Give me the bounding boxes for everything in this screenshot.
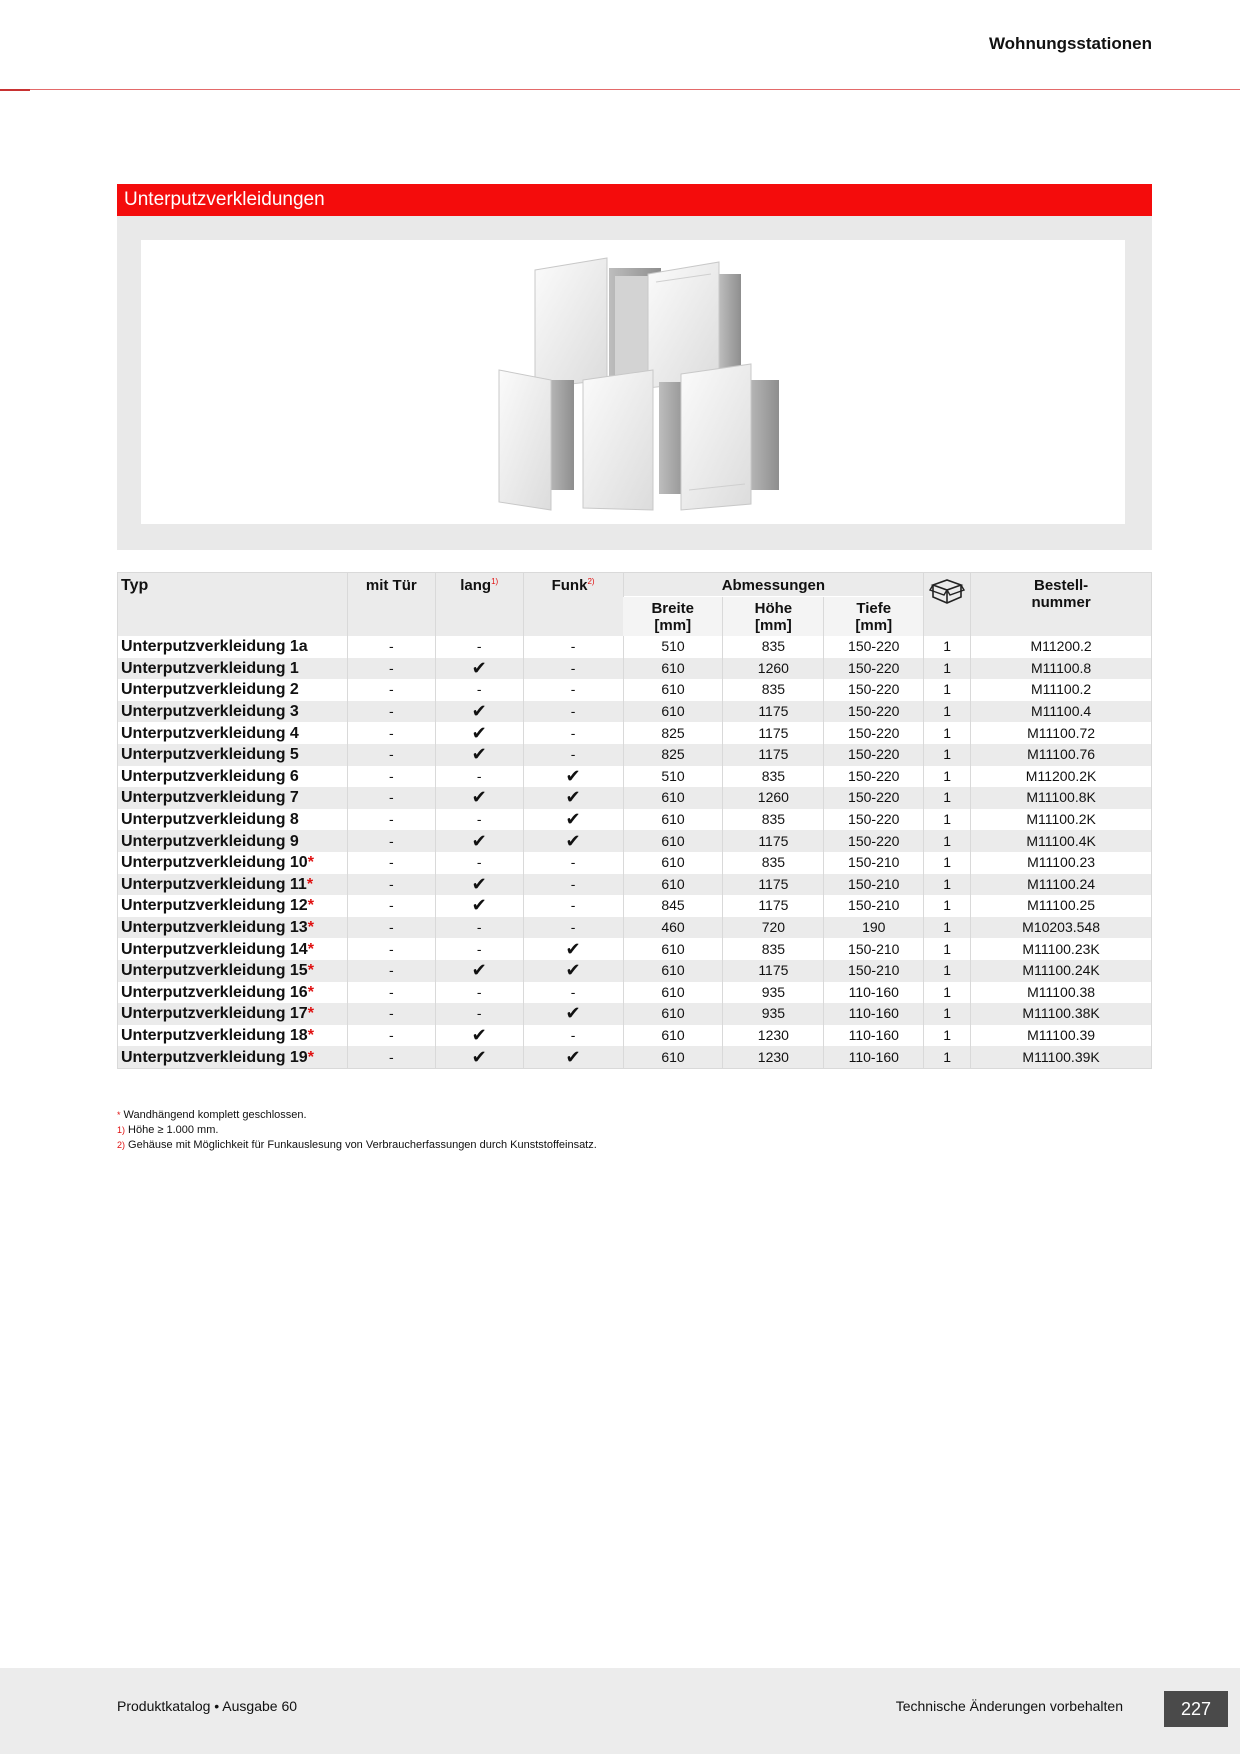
row-star-mark: * [307, 962, 314, 980]
row-star-mark: * [307, 983, 314, 1001]
cell-breite: 460 [623, 917, 723, 939]
cell-mit-tuer: - [347, 658, 435, 680]
cell-hoehe: 1175 [723, 874, 824, 896]
table-row [118, 874, 1152, 896]
row-name-text: Unterputzverkleidung 1 [121, 659, 299, 677]
cell-hoehe: 1230 [723, 1046, 824, 1068]
footnote-mark: * [117, 1110, 121, 1120]
row-name-text: Unterputzverkleidung 19 [121, 1048, 308, 1066]
header-rule [0, 89, 1240, 90]
row-name-text: Unterputzverkleidung 10 [121, 854, 308, 872]
cell-nummer: M11100.25 [971, 895, 1152, 917]
cell-tiefe: 150-220 [824, 787, 924, 809]
section-title: Wohnungsstationen [988, 34, 1152, 53]
row-name [118, 1046, 348, 1068]
row-name [118, 766, 348, 788]
cell-mit-tuer: - [347, 982, 435, 1004]
cell-breite: 825 [623, 722, 723, 744]
col-breite-unit: [mm] [654, 617, 692, 634]
cell-funk: - [523, 874, 623, 896]
cell-mit-tuer: - [347, 830, 435, 852]
cell-breite: 610 [623, 1046, 723, 1068]
cell-lang: - [435, 852, 523, 874]
cell-breite: 610 [623, 830, 723, 852]
footnote-text: Höhe ≥ 1.000 mm. [128, 1124, 219, 1136]
cell-tiefe: 110-160 [824, 1046, 924, 1068]
cell-nummer: M11100.8 [971, 658, 1152, 680]
cell-funk: ✔ [523, 766, 623, 788]
cell-hoehe: 1175 [723, 722, 824, 744]
table-row [118, 658, 1152, 680]
footnote-2 [117, 1138, 597, 1153]
cell-mit-tuer: - [347, 852, 435, 874]
col-lang [435, 573, 523, 637]
cell-hoehe: 1175 [723, 744, 824, 766]
cell-lang: ✔ [435, 874, 523, 896]
cell-menge: 1 [924, 830, 971, 852]
col-mit-tuer: mit Tür [347, 573, 435, 637]
product-title: Unterputzverkleidungen [117, 184, 1152, 216]
cell-hoehe: 1175 [723, 960, 824, 982]
cell-lang: ✔ [435, 744, 523, 766]
cell-funk: - [523, 1025, 623, 1047]
cell-hoehe: 935 [723, 1003, 824, 1025]
table-row [118, 1003, 1152, 1025]
row-name [118, 874, 348, 896]
cell-tiefe: 110-160 [824, 1003, 924, 1025]
footer-disclaimer: Technische Änderungen vorbehalten [895, 1698, 1123, 1714]
cell-breite: 845 [623, 895, 723, 917]
cell-funk: - [523, 701, 623, 723]
footnote-text: Wandhängend komplett geschlossen. [123, 1109, 307, 1121]
col-breite-label: Breite [651, 600, 694, 617]
footnote-star [117, 1108, 597, 1123]
cell-breite: 510 [623, 636, 723, 658]
col-funk-label: Funk [551, 577, 588, 594]
cell-menge: 1 [924, 744, 971, 766]
footnote-ref-2: 2) [587, 577, 595, 586]
cell-menge: 1 [924, 787, 971, 809]
row-name-text: Unterputzverkleidung 15 [121, 962, 308, 980]
table-row [118, 938, 1152, 960]
cell-lang: ✔ [435, 658, 523, 680]
row-star-mark: * [307, 897, 314, 915]
cell-menge: 1 [924, 636, 971, 658]
cell-mit-tuer: - [347, 895, 435, 917]
row-star-mark: * [307, 919, 314, 937]
cell-tiefe: 110-160 [824, 1025, 924, 1047]
cell-mit-tuer: - [347, 679, 435, 701]
product-box [117, 184, 1152, 550]
cell-breite: 610 [623, 1003, 723, 1025]
cell-mit-tuer: - [347, 636, 435, 658]
row-name-text: Unterputzverkleidung 9 [121, 832, 299, 850]
cell-tiefe: 150-220 [824, 701, 924, 723]
cell-funk: - [523, 852, 623, 874]
cell-breite: 610 [623, 960, 723, 982]
cell-lang: - [435, 1003, 523, 1025]
cell-nummer: M10203.548 [971, 917, 1152, 939]
col-bestellnummer-line2: nummer [1031, 594, 1091, 611]
cabinet-covers-illustration [141, 240, 1125, 524]
cell-mit-tuer: - [347, 1046, 435, 1068]
col-tiefe [824, 597, 924, 637]
table-row [118, 701, 1152, 723]
row-name [118, 1003, 348, 1025]
row-star-mark: * [307, 1026, 314, 1044]
cell-mit-tuer: - [347, 809, 435, 831]
row-name [118, 960, 348, 982]
table-row [118, 895, 1152, 917]
cell-nummer: M11100.38 [971, 982, 1152, 1004]
row-name-text: Unterputzverkleidung 1a [121, 638, 308, 656]
footer [0, 1668, 1240, 1754]
cell-nummer: M11200.2K [971, 766, 1152, 788]
cell-hoehe: 935 [723, 982, 824, 1004]
cell-mit-tuer: - [347, 938, 435, 960]
cell-funk: ✔ [523, 1003, 623, 1025]
cell-lang: ✔ [435, 722, 523, 744]
cell-lang: - [435, 809, 523, 831]
cell-funk: - [523, 895, 623, 917]
cell-tiefe: 150-220 [824, 766, 924, 788]
cell-hoehe: 1175 [723, 830, 824, 852]
cell-menge: 1 [924, 766, 971, 788]
cell-tiefe: 150-220 [824, 636, 924, 658]
row-name-text: Unterputzverkleidung 13 [121, 919, 308, 937]
cell-nummer: M11100.4K [971, 830, 1152, 852]
cell-mit-tuer: - [347, 744, 435, 766]
row-name-text: Unterputzverkleidung 6 [121, 767, 299, 785]
row-name-text: Unterputzverkleidung 8 [121, 811, 299, 829]
cell-nummer: M11100.72 [971, 722, 1152, 744]
header-rule-accent [0, 89, 30, 91]
table-row [118, 852, 1152, 874]
cell-breite: 610 [623, 1025, 723, 1047]
cell-hoehe: 835 [723, 679, 824, 701]
cell-lang: ✔ [435, 960, 523, 982]
col-lang-label: lang [460, 577, 492, 594]
cell-breite: 510 [623, 766, 723, 788]
cell-hoehe: 1260 [723, 787, 824, 809]
row-name [118, 636, 348, 658]
cell-nummer: M11100.38K [971, 1003, 1152, 1025]
cell-lang: ✔ [435, 1025, 523, 1047]
row-name-text: Unterputzverkleidung 14 [121, 940, 308, 958]
cell-lang: ✔ [435, 701, 523, 723]
cell-menge: 1 [924, 874, 971, 896]
col-package [924, 573, 971, 637]
cell-tiefe: 150-220 [824, 658, 924, 680]
product-image [141, 240, 1125, 524]
cell-menge: 1 [924, 895, 971, 917]
cell-lang: - [435, 938, 523, 960]
table-row [118, 722, 1152, 744]
cell-hoehe: 835 [723, 636, 824, 658]
cell-funk: - [523, 722, 623, 744]
footnote-mark: 2) [117, 1140, 126, 1150]
cell-menge: 1 [924, 1046, 971, 1068]
cell-menge: 1 [924, 701, 971, 723]
row-name [118, 722, 348, 744]
cell-menge: 1 [924, 982, 971, 1004]
cell-funk: ✔ [523, 787, 623, 809]
cell-funk: - [523, 658, 623, 680]
cell-nummer: M11100.4 [971, 701, 1152, 723]
cell-breite: 610 [623, 809, 723, 831]
footnote-1 [117, 1123, 597, 1138]
cell-lang: - [435, 679, 523, 701]
cell-tiefe: 150-210 [824, 874, 924, 896]
cell-nummer: M11100.2K [971, 809, 1152, 831]
cell-menge: 1 [924, 938, 971, 960]
cell-lang: - [435, 766, 523, 788]
cell-menge: 1 [924, 1003, 971, 1025]
cell-lang: ✔ [435, 1046, 523, 1068]
cell-nummer: M11100.39 [971, 1025, 1152, 1047]
cell-nummer: M11100.8K [971, 787, 1152, 809]
cell-mit-tuer: - [347, 787, 435, 809]
footnote-mark: 1) [117, 1125, 126, 1135]
row-name [118, 679, 348, 701]
cell-breite: 610 [623, 982, 723, 1004]
row-name [118, 852, 348, 874]
table-row [118, 744, 1152, 766]
row-name [118, 1025, 348, 1047]
cell-lang: ✔ [435, 787, 523, 809]
cell-lang: ✔ [435, 830, 523, 852]
col-bestellnummer [971, 573, 1152, 637]
cell-nummer: M11100.23K [971, 938, 1152, 960]
cell-menge: 1 [924, 809, 971, 831]
row-name [118, 787, 348, 809]
row-name [118, 917, 348, 939]
cell-mit-tuer: - [347, 701, 435, 723]
cell-mit-tuer: - [347, 1025, 435, 1047]
table-row [118, 766, 1152, 788]
cell-hoehe: 1260 [723, 658, 824, 680]
cell-funk: ✔ [523, 1046, 623, 1068]
cell-hoehe: 835 [723, 766, 824, 788]
col-typ: Typ [118, 573, 348, 637]
cell-tiefe: 150-220 [824, 679, 924, 701]
row-name [118, 895, 348, 917]
specs-table [117, 572, 1152, 1069]
table-row [118, 1025, 1152, 1047]
cell-menge: 1 [924, 679, 971, 701]
cell-hoehe: 1175 [723, 701, 824, 723]
cell-tiefe: 190 [824, 917, 924, 939]
cell-menge: 1 [924, 722, 971, 744]
cell-tiefe: 150-210 [824, 938, 924, 960]
cell-funk: ✔ [523, 960, 623, 982]
row-name-text: Unterputzverkleidung 7 [121, 789, 299, 807]
cell-funk: - [523, 982, 623, 1004]
cell-nummer: M11100.2 [971, 679, 1152, 701]
row-name-text: Unterputzverkleidung 16 [121, 983, 308, 1001]
col-breite [623, 597, 723, 637]
row-star-mark: * [307, 1005, 314, 1023]
cell-funk: ✔ [523, 809, 623, 831]
cell-mit-tuer: - [347, 917, 435, 939]
row-name [118, 982, 348, 1004]
col-abmessungen: Abmessungen [623, 573, 924, 597]
col-funk [523, 573, 623, 637]
cell-nummer: M11100.24 [971, 874, 1152, 896]
cell-hoehe: 720 [723, 917, 824, 939]
cell-tiefe: 150-220 [824, 809, 924, 831]
cell-nummer: M11200.2 [971, 636, 1152, 658]
col-bestellnummer-line1: Bestell- [1033, 577, 1089, 594]
col-hoehe-label: Höhe [754, 600, 793, 617]
cell-hoehe: 835 [723, 809, 824, 831]
cell-tiefe: 150-210 [824, 960, 924, 982]
footnote-ref-1: 1) [491, 577, 499, 586]
row-name [118, 658, 348, 680]
table-row [118, 830, 1152, 852]
row-name [118, 830, 348, 852]
cell-mit-tuer: - [347, 960, 435, 982]
cell-nummer: M11100.23 [971, 852, 1152, 874]
row-star-mark: * [306, 875, 314, 893]
col-tiefe-label: Tiefe [856, 600, 892, 617]
table-row [118, 787, 1152, 809]
col-hoehe [723, 597, 824, 637]
cell-nummer: M11100.39K [971, 1046, 1152, 1068]
cell-lang: - [435, 636, 523, 658]
table-row [118, 982, 1152, 1004]
table-row [118, 1046, 1152, 1068]
cell-tiefe: 150-210 [824, 895, 924, 917]
row-name-text: Unterputzverkleidung 5 [121, 746, 299, 764]
cell-tiefe: 150-220 [824, 722, 924, 744]
row-star-mark: * [307, 940, 314, 958]
row-star-mark: * [307, 854, 314, 872]
cell-mit-tuer: - [347, 874, 435, 896]
cell-tiefe: 110-160 [824, 982, 924, 1004]
row-name [118, 938, 348, 960]
cell-funk: ✔ [523, 830, 623, 852]
cell-tiefe: 150-220 [824, 744, 924, 766]
cell-tiefe: 150-210 [824, 852, 924, 874]
cell-hoehe: 1175 [723, 895, 824, 917]
footnote-text: Gehäuse mit Möglichkeit für Funkauslesung von Verbraucherfassungen durch Kunststoffeinsatz. [128, 1139, 597, 1151]
row-star-mark: * [307, 1048, 314, 1066]
cell-mit-tuer: - [347, 722, 435, 744]
cell-mit-tuer: - [347, 1003, 435, 1025]
cell-menge: 1 [924, 1025, 971, 1047]
cell-nummer: M11100.24K [971, 960, 1152, 982]
table-row [118, 917, 1152, 939]
row-name-text: Unterputzverkleidung 11 [121, 875, 307, 893]
cell-funk: - [523, 744, 623, 766]
cell-hoehe: 835 [723, 938, 824, 960]
row-name-text: Unterputzverkleidung 4 [121, 724, 299, 742]
footnotes [117, 1108, 597, 1153]
table-row [118, 809, 1152, 831]
row-name-text: Unterputzverkleidung 17 [121, 1005, 308, 1023]
cell-menge: 1 [924, 658, 971, 680]
cell-funk: ✔ [523, 938, 623, 960]
cell-lang: - [435, 917, 523, 939]
cell-breite: 610 [623, 938, 723, 960]
table-row [118, 636, 1152, 658]
cell-mit-tuer: - [347, 766, 435, 788]
cell-funk: - [523, 917, 623, 939]
cell-breite: 610 [623, 701, 723, 723]
cell-breite: 825 [623, 744, 723, 766]
cell-hoehe: 835 [723, 852, 824, 874]
row-name [118, 809, 348, 831]
cell-menge: 1 [924, 852, 971, 874]
row-name [118, 744, 348, 766]
cell-lang: - [435, 982, 523, 1004]
cell-funk: - [523, 679, 623, 701]
row-name-text: Unterputzverkleidung 12 [121, 897, 308, 915]
cell-menge: 1 [924, 917, 971, 939]
cell-breite: 610 [623, 787, 723, 809]
cell-nummer: M11100.76 [971, 744, 1152, 766]
table-row [118, 960, 1152, 982]
page-number: 227 [1164, 1691, 1228, 1727]
row-name-text: Unterputzverkleidung 3 [121, 703, 299, 721]
row-name-text: Unterputzverkleidung 2 [121, 681, 299, 699]
col-hoehe-unit: [mm] [755, 617, 792, 634]
table-row [118, 679, 1152, 701]
cell-funk: - [523, 636, 623, 658]
cell-breite: 610 [623, 658, 723, 680]
cell-lang: ✔ [435, 895, 523, 917]
cell-breite: 610 [623, 852, 723, 874]
package-box-icon [929, 577, 965, 605]
cell-breite: 610 [623, 679, 723, 701]
cell-breite: 610 [623, 874, 723, 896]
footer-catalog: Produktkatalog • Ausgabe 60 [117, 1698, 298, 1714]
col-tiefe-unit: [mm] [855, 617, 893, 634]
row-name-text: Unterputzverkleidung 18 [121, 1026, 308, 1044]
cell-menge: 1 [924, 960, 971, 982]
row-name [118, 701, 348, 723]
cell-hoehe: 1230 [723, 1025, 824, 1047]
cell-tiefe: 150-220 [824, 830, 924, 852]
